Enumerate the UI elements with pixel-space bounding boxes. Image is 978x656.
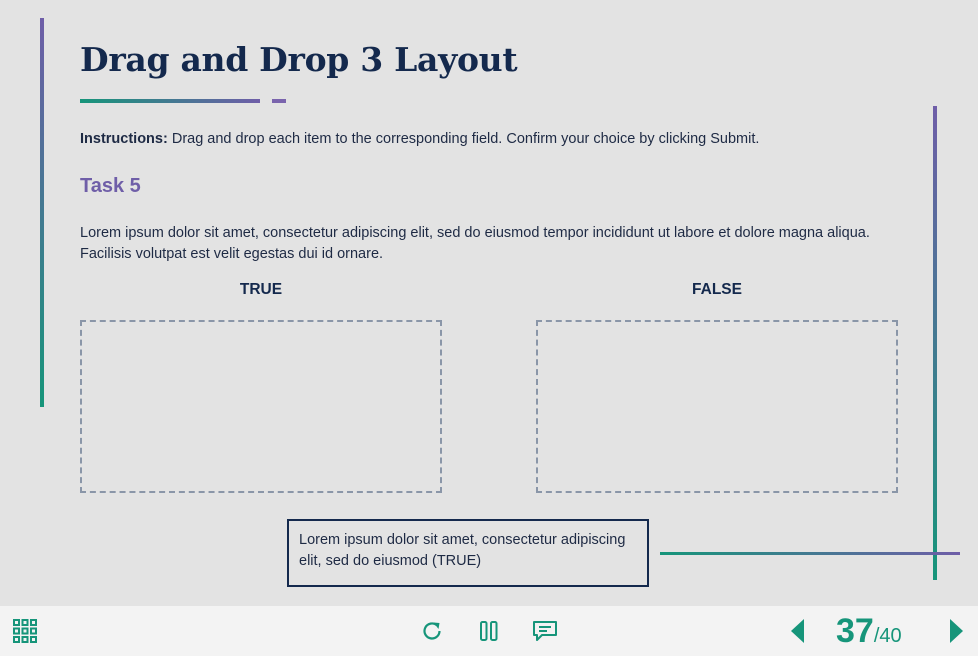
instructions: [80, 131, 900, 147]
prev-arrow-icon: [788, 618, 808, 644]
decorative-left-line: [40, 18, 44, 407]
decorative-bottom-line: [660, 552, 960, 555]
decorative-right-line: [933, 106, 937, 580]
replay-button[interactable]: [420, 619, 444, 643]
next-arrow-icon: [946, 618, 966, 644]
drag-item[interactable]: Lorem ipsum dolor sit amet, consectetur adipiscing elit, sed do eiusmod (TRUE): [287, 519, 649, 587]
page-counter: [836, 614, 902, 653]
task-title: Task 5: [80, 175, 141, 197]
captions-icon: [532, 619, 558, 643]
drop-zone-true[interactable]: [80, 320, 442, 493]
title-underline: [80, 99, 260, 103]
drop-zone-label-true: TRUE: [239, 281, 283, 298]
pause-icon: [478, 619, 500, 643]
player-toolbar: [0, 606, 978, 656]
pause-button[interactable]: [478, 619, 500, 643]
previous-page-button[interactable]: [788, 618, 808, 644]
task-description: Lorem ipsum dolor sit amet, consectetur adipiscing elit, sed do eiusmod tempor incididunt ut labore et dolore magna aliqua. Facilisis volutpat est velit egestas dui id ornare.: [80, 225, 870, 262]
instructions-label: Instructions:: [80, 131, 168, 147]
drop-zone-false[interactable]: [536, 320, 898, 493]
captions-button[interactable]: [532, 619, 558, 643]
grid-menu-button[interactable]: [12, 618, 38, 644]
grid-menu-icon: [12, 618, 38, 644]
instructions-text: Drag and drop each item to the corresponding field. Confirm your choice by clicking Submit.: [167, 131, 760, 147]
replay-icon: [420, 619, 444, 643]
current-page: 37: [836, 612, 874, 650]
drop-zone-label-false: FALSE: [692, 281, 742, 298]
total-pages: /40: [873, 625, 902, 647]
next-page-button[interactable]: [946, 618, 966, 644]
slide-title: Drag and Drop 3 Layout: [80, 40, 518, 79]
title-underline-dash: [272, 99, 286, 103]
